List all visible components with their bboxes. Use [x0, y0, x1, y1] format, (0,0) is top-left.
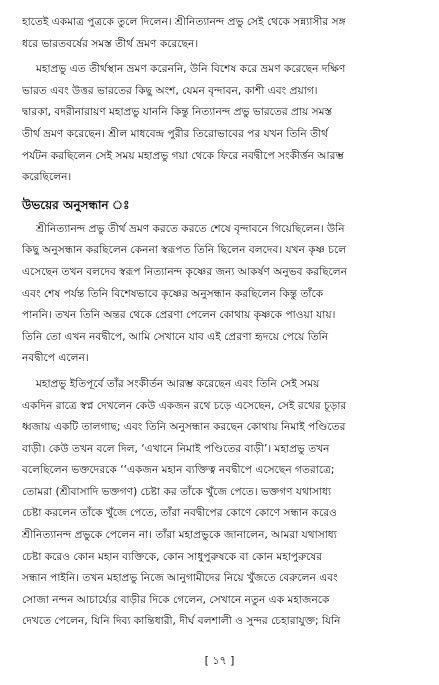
text-line: সন্ধান পাইনি। তখন মহাপ্রভু নিজে আনুগামীদের নিয়ে খুঁজতে বেরুলেন এবং — [22, 572, 338, 585]
text-line: মহাপ্রভু এত তীর্থস্থান ভ্রমণ করেননি, উনি বিশেষ করে ভ্রমণ করেছেন দক্ষিণ — [36, 63, 346, 76]
text-line: তীর্থ ভ্রমণ করেছেন। শ্রীল মাধবেন্দ্র পুরীর তিরোভাবের পর যখন তিনি তীর্থ — [22, 127, 328, 140]
text-line: এসেছেন তখন বলদেব স্বরূপ নিত্যানন্দ কৃষ্ণের জন্য আকর্ষণ অনুভব করছিলেন — [22, 265, 348, 278]
text-line: নবদ্বীপে এলেন। — [22, 352, 89, 365]
text-line: করেছিলেন। — [22, 171, 72, 184]
section-heading: উভয়ের অনুসন্ধান ঃ — [22, 197, 130, 212]
text-line: একদিন রাত্রে স্বপ্ন দেখলেন কেউ একজন রথে চড়ে এসেছেন, সেই রথের চূড়ার — [22, 399, 347, 412]
text-line: ভারত এবং উত্তর ভারতের কিছু অংশ, যেমন বৃন্দাবন, কাশী এবং প্রয়াগ। — [22, 84, 318, 97]
paragraph-1 — [22, 12, 417, 55]
page-number: [ ১৭ ] — [204, 654, 235, 667]
text-line: শ্রীনিত্যানন্দ প্রভু তীর্থ ভ্রমণ করতে করতে শেষে বৃন্দাবনে গিয়েছিলেন। উনি — [36, 222, 345, 235]
text-line: কিছু অনুসন্ধান করছিলেন কেননা স্বরূপত তিনি ছিলেন বলদেব। যখন কৃষ্ণ চলে — [22, 244, 347, 257]
text-line: তোমরা (শ্রীবাসাদি ভক্তগণ) চেষ্টা কর তাঁকে খুঁজে পেতে। ভক্তগণ যথাসাধ্য — [22, 485, 332, 498]
text-line: ধ্বজায় একটি তালগাছ; এবং তিনি অনুসন্ধান করছেন কোথায় নিমাই পণ্ডিতের — [22, 421, 346, 434]
paragraph-3 — [22, 219, 417, 370]
text-line: মহাপ্রভু ইতিপূর্বে তাঁর সংকীর্তন আরম্ভ করেছেন এবং তিনি সেই সময় — [36, 377, 320, 390]
paragraph-4 — [22, 374, 417, 633]
text-line: চেষ্টা করলেন তাঁকে খুঁজে পেতে, তাঁরা নবদ্বীপের কোণে কোণে সন্ধান করেও — [22, 507, 337, 520]
text-line: এবং শেষ পর্যন্ত তিনি বিশেষভাবে কৃষ্ণের অনুসন্ধান করছিলেন কিন্তু তাঁকে — [22, 287, 324, 300]
text-line: চেষ্টা করেও কোন মহান ব্যক্তিকে, কোন সাধুপুরুষকে বা কোন মহাপুরুষের — [22, 550, 323, 563]
text-line: সোজা নন্দন আচার্য্যের বাড়ীর দিকে গেলেন, সেখানে নতুন এক মহাজনকে — [22, 593, 330, 606]
text-line: ধরে ভারতবর্ষের সমস্ত তীর্থ ভ্রমণ করেছেন। — [22, 37, 199, 50]
text-line: শ্রীনিত্যানন্দ প্রভুকে পেলেন না। তাঁরা মহাপ্রভুকে জানালেন, আমরা যথাসাধ্য — [22, 529, 337, 542]
text-line: দেখতে পেলেন, যিনি দিব্য কান্তিধারী, দীর্ঘ বলশালী ও সুন্দর চেহারাযুক্ত; যিনি — [22, 615, 341, 628]
text-line: পর্যটন করছিলেন সেই সময় মহাপ্রভু গয়া থেকে ফিরে নবদ্বীপে সংকীর্ত্তন আরম্ভ — [22, 149, 344, 162]
text-line: বলেছিলেন ভক্তদেরকে ‘‘একজন মহান ব্যক্তিত্ব নবদ্বীপে এসেছেন গতরাত্রে; — [22, 464, 335, 477]
text-line: হাতেই একমাত্র পুত্রকে তুলে দিলেন। শ্রীনিত্যানন্দ প্রভু সেই থেকে সন্ন্যাসীর সঙ্গ — [22, 16, 346, 28]
text-line: তিনি তো এখন নবদ্বীপে, আমি সেখানে যাব এই প্রেরণা হৃদয়ে পেয়ে তিনি — [22, 330, 329, 343]
text-line: পাননি। তখন তিনি অন্তর থেকে প্রেরণা পেলেন কোথায় কৃষ্ণকে পাওয়া যায়। — [22, 309, 336, 322]
text-line: দ্বারকা, বদরীনারায়ণ মহাপ্রভু যাননি কিন্তু নিত্যানন্দ প্রভু ভারতের প্রায় সমস্ত — [22, 106, 333, 119]
paragraph-2 — [22, 59, 417, 189]
text-line: বাড়ী। কেউ তখন বলে দিল, ‘এখানে নিমাই পণ্ডিতের বাড়ী’। মহাপ্রভু তখন — [22, 442, 330, 455]
